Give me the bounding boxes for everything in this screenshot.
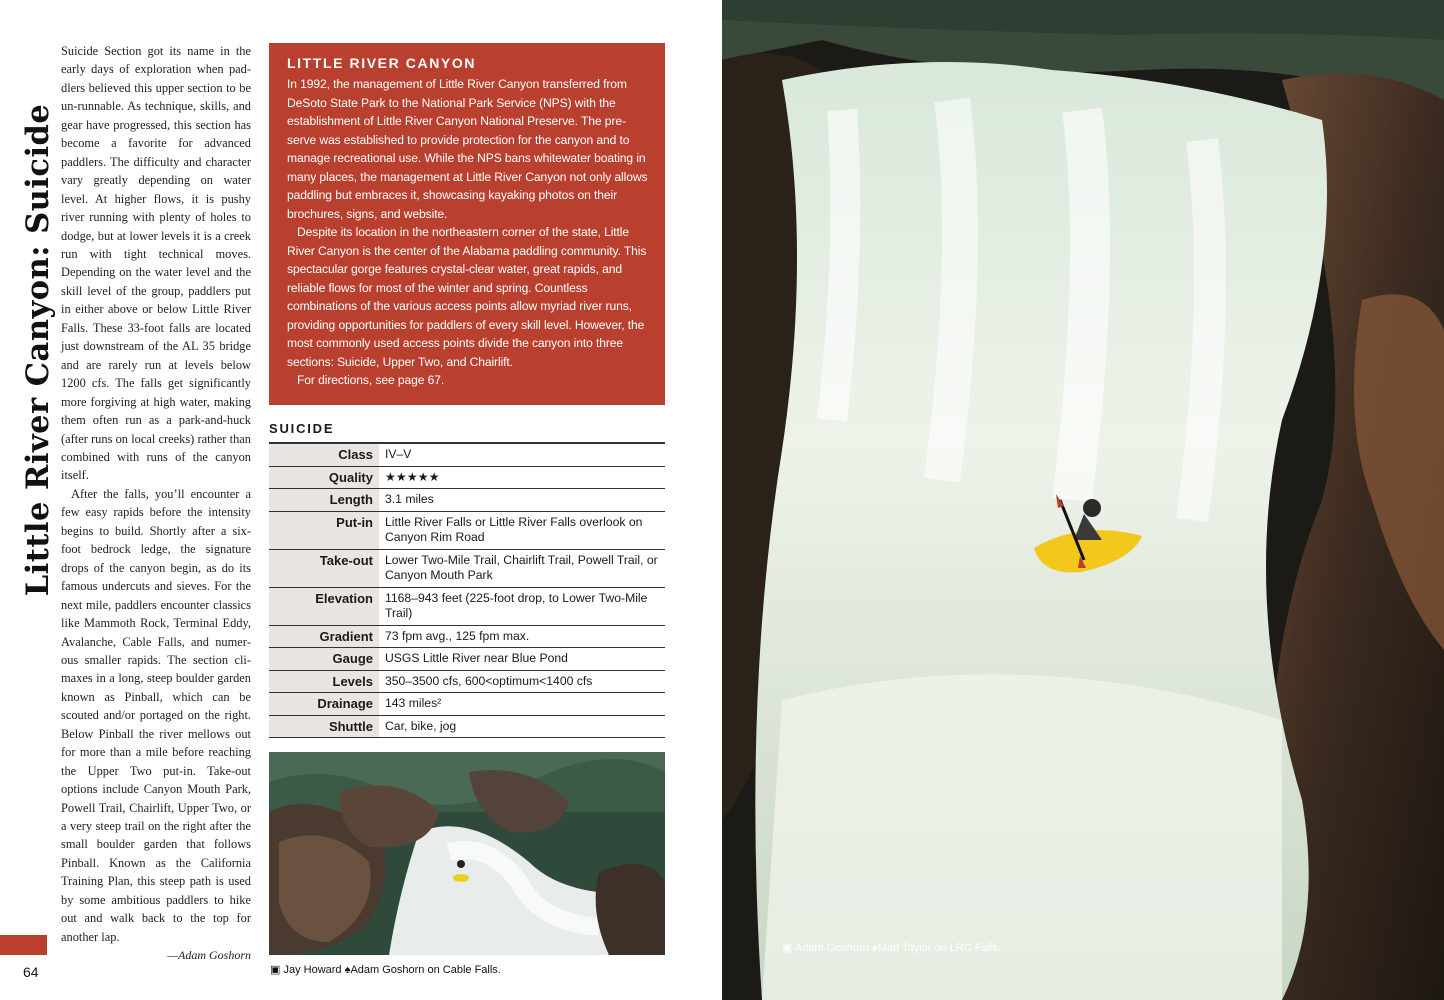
cable-falls-photo xyxy=(269,752,665,955)
stats-value: 1168–943 feet (225-foot drop, to Lower Two-Mile Trail) xyxy=(385,590,648,620)
stats-label: Gauge xyxy=(269,648,379,670)
page-tab xyxy=(0,935,47,955)
stats-label: Quality xyxy=(269,467,379,489)
stats-row-put-in xyxy=(269,512,665,550)
attribution: —Adam Goshorn xyxy=(167,948,251,963)
caption-text: Jay Howard ♠Adam Goshorn on Cable Falls. xyxy=(283,964,501,976)
camera-icon: ▣ xyxy=(270,964,281,976)
stats-label: Put-in xyxy=(269,512,379,549)
stats-row-levels xyxy=(269,671,665,694)
stats-label: Drainage xyxy=(269,693,379,715)
page-number: 64 xyxy=(23,964,39,980)
stats-value: USGS Little River near Blue Pond xyxy=(385,651,568,665)
stats-row-gradient xyxy=(269,626,665,649)
stats-label: Take-out xyxy=(269,550,379,587)
stats-row-elevation xyxy=(269,588,665,626)
small-photo-caption xyxy=(270,963,501,976)
stats-value: Lower Two-Mile Trail, Chairlift Trail, Powell Trail, or Canyon Mouth Park xyxy=(385,552,658,582)
sidebar-paragraph: In 1992, the management of Little River Canyon transferred from DeSoto State Park to the National Park Service (NPS) with the establishment of Little River Canyon National Preserve. The preserve was established to provide protection for the canyon and to manage recreational use. While the NPS bans whitewater boating in many places, the management at Little River Canyon not only allows paddling but embraces it, showcasing kayaking photos on their brochures, signs, and website. xyxy=(287,77,648,221)
caption-text: Adam Goshorn ♠Matt Taylor on LRC Falls. xyxy=(794,942,1002,954)
stats-row-take-out xyxy=(269,550,665,588)
stats-label: Length xyxy=(269,489,379,511)
stats-row-gauge xyxy=(269,648,665,671)
chapter-title xyxy=(18,42,58,658)
stats-table xyxy=(269,442,665,738)
sidebar-box xyxy=(269,43,665,405)
stats-value: IV–V xyxy=(385,447,412,461)
stats-value: 73 fpm avg., 125 fpm max. xyxy=(385,628,530,643)
sidebar-paragraph: For directions, see page 67. xyxy=(297,373,445,387)
stats-label: Elevation xyxy=(269,588,379,625)
body-paragraph: After the falls, you’ll encounter a few easy rapids before the intensity begins to build. Shortly after a six-foot bedrock ledge, the signature drops of the canyon begin, as do its famous undercuts and sieves. For the next mile, paddlers encounter classics like Mammoth Rock, Terminal Eddy, Avalanche, Cable Falls, and numerous smaller rapids. The section climaxes in a long, steep boulder garden known as Pinball, which can be scouted and/or portaged on the right. Below Pinball the river mellows out for more than a mile before reaching the Upper Two put-in. Take-out options include Canyon Mouth Park, Powell Trail, Chairlift, Upper Two, or a very steep trail on the right after the small boulder garden that follows Pinball. Known as the California Training Plan, this steep path is used by some ambitious paddlers to hike out and walk back to the top for another lap. xyxy=(61,486,251,944)
lrc-falls-photo xyxy=(722,0,1444,1000)
chapter-title-text: Little River Canyon: Suicide xyxy=(20,103,56,597)
stats-value: 350–3500 cfs, 600<optimum<1400 cfs xyxy=(385,673,593,688)
stats-row-quality xyxy=(269,467,665,490)
rating-stars: ★★★★★ xyxy=(385,469,440,484)
stats-label: Shuttle xyxy=(269,716,379,738)
large-photo-caption xyxy=(782,941,1001,954)
stats-label: Levels xyxy=(269,671,379,693)
stats-row-length xyxy=(269,489,665,512)
stats-label: Gradient xyxy=(269,626,379,648)
stats-value: Little River Falls or Little River Falls overlook on Canyon Rim Road xyxy=(385,514,643,544)
stats-value: 3.1 miles xyxy=(385,492,434,506)
stats-row-shuttle xyxy=(269,716,665,739)
stats-value: Car, bike, jog xyxy=(385,718,457,733)
body-paragraph: Suicide Section got its name in the early days of exploration when paddlers believed this upper section to be un-runnable. As technique, skills, and gear have progressed, this section has become a favorite for advanced paddlers. The difficulty and character vary greatly depending on water level. At higher flows, it is pushy river running with plenty of holes to dodge, but at lower levels it is a creek run with tight technical moves. Depending on the water level and the skill level of the group, paddlers put in either above or below Little River Falls. These 33-foot falls are located just downstream of the AL 35 bridge and are rarely run at levels below 1200 cfs. The falls get significantly more forgiving at high water, making them often run as a park-and-huck (after runs on local creeks) rather than combined with runs of the canyon itself. xyxy=(61,44,251,483)
camera-icon: ▣ xyxy=(782,942,793,954)
stats-row-class xyxy=(269,444,665,467)
stats-label: Class xyxy=(269,444,379,466)
stats-value: 143 miles² xyxy=(385,696,442,710)
right-page xyxy=(722,0,1444,1000)
sidebar-title: LITTLE RIVER CANYON xyxy=(287,55,477,71)
body-text xyxy=(61,42,251,965)
stats-row-drainage xyxy=(269,693,665,716)
sidebar-paragraph: Despite its location in the northeastern corner of the state, Little River Canyon is the center of the Alabama paddling community. This spectacular gorge features crystal-clear water, great rapids, and reliable flows for most of the winter and spring. Countless combinations of the various access points allow myriad river runs, providing opportunities for paddlers of every skill level. However, the most commonly used access points divide the canyon into three sections: Suicide, Upper Two, and Chairlift. xyxy=(287,225,647,369)
section-heading: SUICIDE xyxy=(269,421,335,436)
